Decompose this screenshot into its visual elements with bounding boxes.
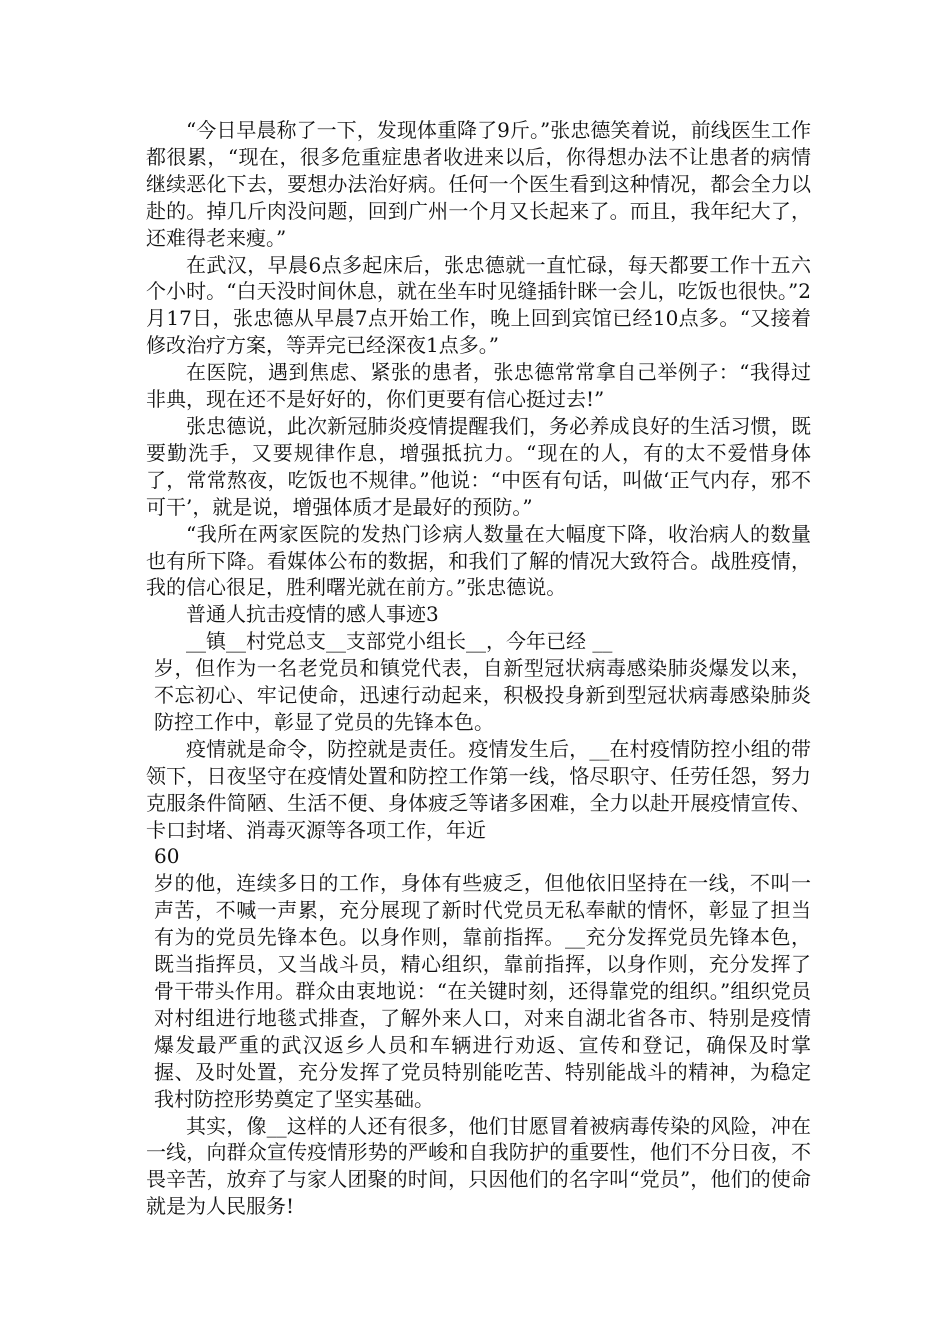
paragraph-age-number: 60 xyxy=(154,844,180,869)
section-heading: 普通人抗击疫情的感人事迹3 xyxy=(186,602,439,627)
paragraph-frontline-work: 岁的他，连续多日的工作，身体有些疲乏，但他依旧坚持在一线，不叫一声苦，不喊一声累，充分展现了新时代党员无私奉献的情怀，彰显了担当有为的党员先锋本色。以身作则，靠前指挥。__充分发挥党员先锋本色，既当指挥员，又当战斗员，精心组织，靠前指挥，以身作则，充分发挥了骨干带头作用。群众由衷地说：“在关键时刻，还得靠党的组织。”组织党员对村组进行地毯式排查，了解外来人口，对来自湖北省各市、特别是疫情爆发最严重的武汉返乡人员和车辆进行劝返、宣传和登记，确保及时掌握、及时处置，充分发挥了党员特别能吃苦、特别能战斗的精神，为稳定我村防控形势奠定了坚实基础。 xyxy=(154,871,811,1111)
paragraph-anxious-patients: 在医院，遇到焦虑、紧张的患者，张忠德常常拿自己举例子：“我得过非典，现在还不是好好的，你们更要有信心挺过去!” xyxy=(146,360,811,412)
paragraph-epidemic-command: 疫情就是命令，防控就是责任。疫情发生后，__在村疫情防控小组的带领下，日夜坚守在疫情处置和防控工作第一线，恪尽职守、任劳任怨，努力克服条件简陋、生活不便、身体疲乏等诸多困难，全力以赴开展疫情宣传、卡口封堵、消毒灭源等各项工作，年近 xyxy=(146,736,811,842)
paragraph-closing: 其实，像__这样的人还有很多，他们甘愿冒着被病毒传染的风险，冲在一线，向群众宣传疫情形势的严峻和自我防护的重要性，他们不分日夜，不畏辛苦，放弃了与家人团聚的时间，只因他们的名字叫“党员”，他们的使命就是为人民服务! xyxy=(146,1113,811,1219)
paragraph-confidence: “我所在两家医院的发热门诊病人数量在大幅度下降，收治病人的数量也有所下降。看媒体公布的数据，和我们了解的情况大致符合。战胜疫情，我的信心很足，胜利曙光就在前方。”张忠德说。 xyxy=(146,521,811,600)
paragraph-wuhan-schedule: 在武汉，早晨6点多起床后，张忠德就一直忙碌，每天都要工作十五六个小时。“白天没时间休息，就在坐车时见缝插针眯一会儿，吃饭也很快。”2月17日，张忠德从早晨7点开始工作，晚上回到宾馆已经10点多。“又接着修改治疗方案，等弄完已经深夜1点多。” xyxy=(146,252,811,358)
paragraph-party-member-age: 岁，但作为一名老党员和镇党代表，自新型冠状病毒感染肺炎爆发以来，不忘初心、牢记使命，迅速行动起来，积极投身新到型冠状病毒感染肺炎防控工作中，彰显了党员的先锋本色。 xyxy=(154,656,811,734)
paragraph-party-leader-intro: __镇__村党总支__支部党小组长__，今年已经 __ xyxy=(186,629,613,654)
document-page xyxy=(146,117,811,1220)
paragraph-weight-loss: “今日早晨称了一下，发现体重降了9斤。”张忠德笑着说，前线医生工作都很累，“现在，很多危重症患者收进来以后，你得想办法不让患者的病情继续恶化下去，要想办法治好病。任何一个医生看到这种情况，都会全力以赴的。掉几斤肉没问题，回到广州一个月又长起来了。而且，我年纪大了，还难得老来瘦。” xyxy=(146,118,811,250)
paragraph-healthy-habits: 张忠德说，此次新冠肺炎疫情提醒我们，务必养成良好的生活习惯，既要勤洗手，又要规律作息，增强抵抗力。“现在的人，有的太不爱惜身体了，常常熬夜，吃饭也不规律。”他说：“中医有句话，叫做‘正气内存，邪不可干’，就是说，增强体质才是最好的预防。” xyxy=(146,413,811,519)
